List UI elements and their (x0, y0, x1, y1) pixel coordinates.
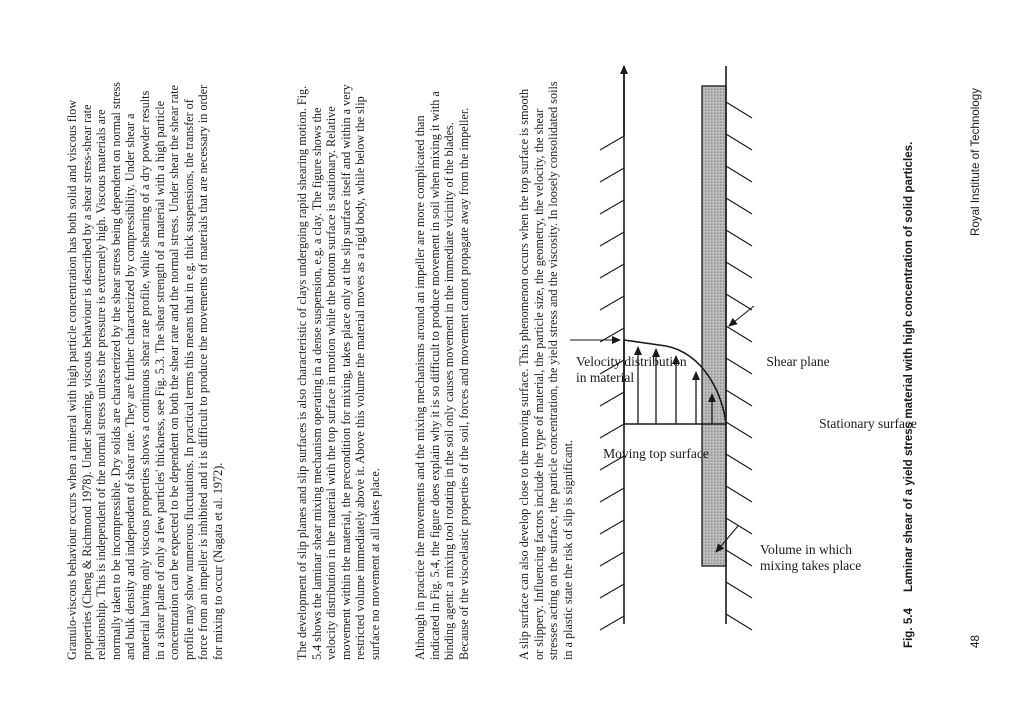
label-mixing-volume-line1: Volume in which (760, 542, 852, 557)
bottom-surface-hatching (726, 102, 752, 630)
caption-text: Laminar shear of a yield stress material with high concentration of solid particles. (902, 141, 915, 592)
label-velocity-distribution (576, 354, 690, 385)
label-mixing-volume-line2: mixing takes place (760, 558, 862, 573)
caption-figure-number: Fig. 5.4 (902, 608, 915, 648)
paragraph-slip-planes: The development of slip planes and slip surfaces is also characteristic of clays undergoing rapid shearing motion. Fig. 5.4 shows the laminar shear mixing mechanism operating in a dense suspension, e.g. a clay. The figure shows the velocity distribution in the material with the top surface in motion while the bottom surface is stationary. Relative movement within the material, the precondition for mixing, takes place only at the slip surface itself and within a very restricted volume immediately above it. Above this volume the material moves as a rigid body, while below the slip surface no movement at all takes place. (295, 84, 382, 660)
label-velocity-distribution-line1: Velocity distribution (576, 354, 687, 369)
shear-plane-pointer (729, 306, 754, 326)
label-shear-plane: Shear plane (766, 354, 830, 369)
paragraph-impeller-mixing: Although in practice the movements and the mixing mechanisms around an impeller are more complicated than indicated in Fig. 5.4, the figure does explain why it is so difficult to produce movement in soil when mixing it with a binding agent: a mixing tool rotating in the soil only causes movement in the immediate vicinity of the blades. Because of the viscoelastic properties of the soil, forces and movement cannot propagate away from the impeller. (413, 91, 471, 660)
label-velocity-distribution-line2: in material (576, 370, 635, 385)
institution-name: Royal Institute of Technology (969, 88, 982, 237)
page-footer (969, 88, 985, 648)
shear-band (702, 86, 726, 566)
figure-caption (902, 48, 915, 648)
page-number: 48 (969, 635, 982, 648)
label-mixing-volume (760, 542, 861, 573)
label-moving-top-surface: Moving top surface (603, 446, 709, 461)
paragraph-granulo-viscous: Granulo-viscous behaviour occurs when a mineral with high particle concentration has both solid and viscous flow properties (Cheng & Richmond 1978). Under shearing, viscous behaviour is described by a shear stress-shear rate relationship. This is independent of the normal stress unless the pressure is extremely high. Viscous materials are normally taken to be incompressible. Dry solids are characterized by the shear stress being dependent on normal stress and bulk density and independent of shear rate. They are further characterized by compressibility. Under shear a material having only viscous properties shows a continuous shear rate profile, while shearing of a dry powder results in a shear plane of only a few particles' thickness, see Fig. 5.3. The shear strength of a material with a high particle concentration can be expected to be dependent on both the shear rate and the normal stress. Under shear the shear rate profile may show numerous fluctuations. In practical terms this means that in e.g. thick suspensions, the transfer of force from an impeller is inhibited and it is difficult to produce the movements of materials that are necessary in order for mixing to occur (Nagata et al. 1972). (65, 81, 225, 660)
paragraph-slip-surface: A slip surface can also develop close to the moving surface. This phenomenon occurs when the top surface is smooth or slippery. Influencing factors include the type of material, the particle size, the geometry, the velocity, the shear stresses acting on the surface, the particle concentration, the yield stress and the viscosity. In loosely consolidated soils in a plastic state the risk of slip is significant. (517, 81, 575, 660)
label-stationary-surface: Stationary surface (819, 416, 917, 431)
